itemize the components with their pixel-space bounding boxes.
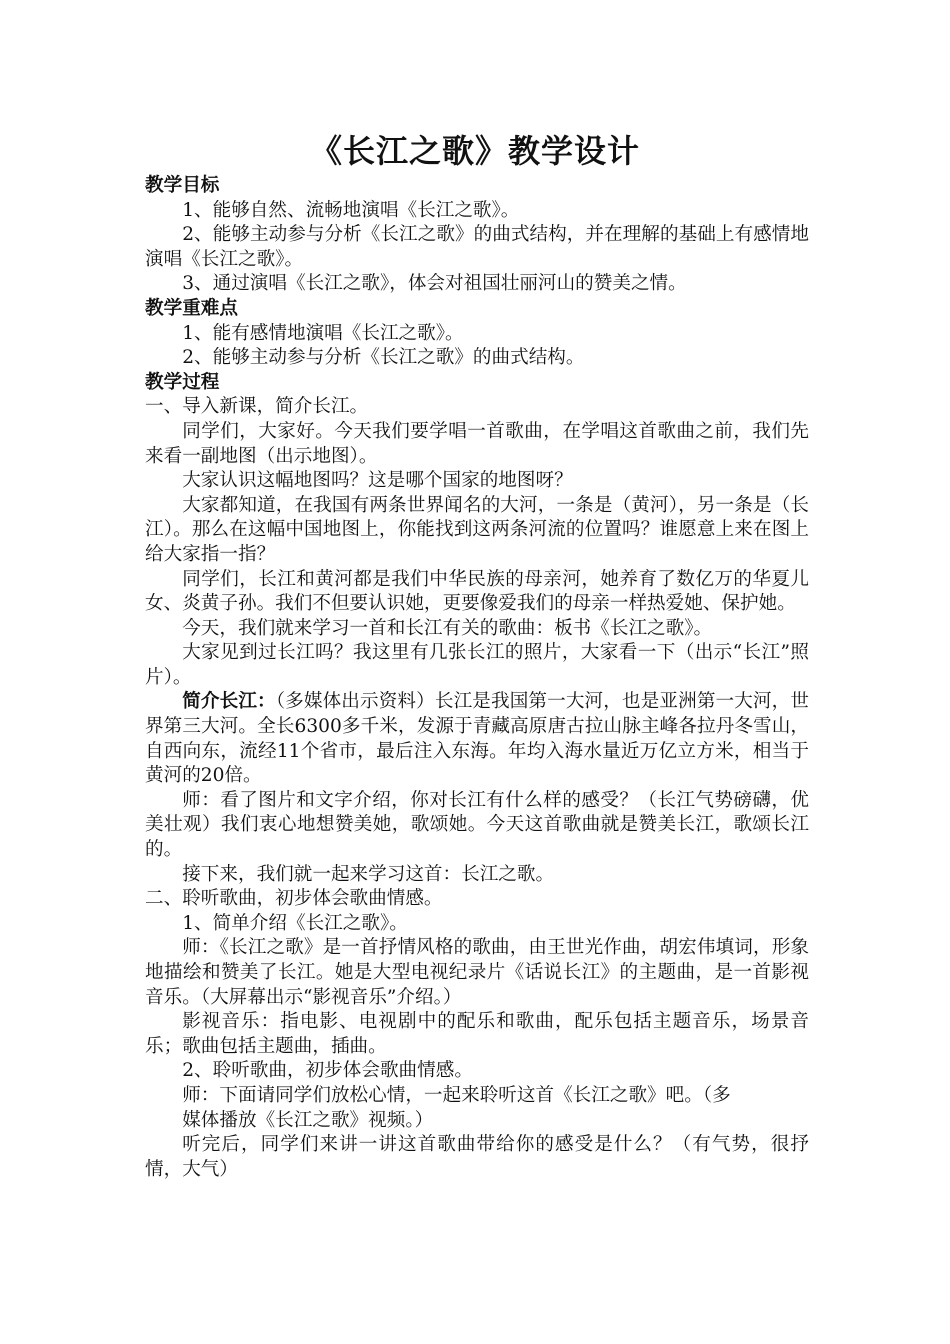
- paragraph: 大家见到过长江吗？我这里有几张长江的照片，大家看一下（出示“长江”照片）。: [145, 642, 809, 688]
- part-one-title: 一、导入新课，简介长江。: [145, 396, 369, 418]
- paragraph: 听完后，同学们来讲一讲这首歌曲带给你的感受是什么？（有气势，很抒情，大气）: [145, 1134, 809, 1180]
- paragraph: 同学们，大家好。今天我们要学唱一首歌曲，在学唱这首歌曲之前，我们先来看一副地图（出示地图）。: [145, 420, 809, 467]
- key-point-item: 2、能够主动参与分析《长江之歌》的曲式结构。: [182, 347, 585, 369]
- paragraph: 影视音乐：指电影、电视剧中的配乐和歌曲，配乐包括主题音乐，场景音乐；歌曲包括主题曲，插曲。: [145, 1011, 809, 1057]
- paragraph-continuation: 媒体播放《长江之歌》视频。）: [182, 1109, 434, 1131]
- paragraph: 1、简单介绍《长江之歌》。: [182, 912, 408, 934]
- paragraph: 同学们，长江和黄河都是我们中华民族的母亲河，她养育了数亿万的华夏儿女、炎黄子孙。我们不但要认识她，更要像爱我们的母亲一样热爱她、保护她。: [145, 568, 809, 615]
- part-two-title: 二、聆听歌曲，初步体会歌曲情感。: [145, 888, 443, 910]
- page-title: 《长江之歌》教学设计: [309, 132, 640, 170]
- document-body: [145, 174, 809, 1182]
- yangtze-intro-label: 简介长江：: [182, 691, 276, 713]
- paragraph: 师：看了图片和文字介绍，你对长江有什么样的感受？（长江气势磅礴，优美壮观）我们衷心地想赞美她，歌颂她。今天这首歌曲就是赞美长江，歌颂长江的。: [145, 789, 809, 861]
- goal-item: 2、能够主动参与分析《长江之歌》的曲式结构，并在理解的基础上有感情地演唱《长江之歌》。: [145, 224, 809, 270]
- goal-item: 3、通过演唱《长江之歌》，体会对祖国壮丽河山的赞美之情。: [182, 273, 687, 295]
- key-point-item: 1、能有感情地演唱《长江之歌》。: [182, 322, 464, 344]
- yangtze-intro-text: （多媒体出示资料）长江是我国第一大河，也是亚洲第一大河，世界第三大河。全长6300多千米，发源于青藏高原唐古拉山脉主峰各拉丹冬雪山，自西向东，流经11个省市，最后注入东海。年均入海水量近万亿立方米，相当于黄河的20倍。: [145, 691, 809, 787]
- paragraph: 大家认识这幅地图吗？这是哪个国家的地图呀？: [182, 470, 573, 492]
- paragraph: 大家都知道，在我国有两条世界闻名的大河，一条是（黄河），另一条是（长江）。那么在这幅中国地图上，你能找到这两条河流的位置吗？谁愿意上来在图上给大家指一指？: [145, 494, 809, 565]
- paragraph: 今天，我们就来学习一首和长江有关的歌曲：板书《长江之歌》。: [182, 617, 713, 639]
- goal-item: 1、能够自然、流畅地演唱《长江之歌》。: [182, 199, 520, 221]
- section-heading-goals: 教学目标: [145, 175, 220, 196]
- yangtze-intro-paragraph: [145, 690, 809, 788]
- section-heading-process: 教学过程: [145, 371, 220, 393]
- section-heading-key-points: 教学重难点: [145, 297, 238, 319]
- paragraph: 2、聆听歌曲，初步体会歌曲情感。: [182, 1060, 473, 1082]
- paragraph: 师：下面请同学们放松心情，一起来聆听这首《长江之歌》吧。（多: [182, 1084, 731, 1106]
- paragraph: 师：《长江之歌》是一首抒情风格的歌曲，由王世光作曲，胡宏伟填词，形象地描绘和赞美了长江。她是大型电视纪录片《话说长江》的主题曲，是一首影视音乐。（大屏幕出示“影视音乐”介绍。）: [145, 937, 809, 1008]
- paragraph: 接下来，我们就一起来学习这首：长江之歌。: [182, 863, 555, 885]
